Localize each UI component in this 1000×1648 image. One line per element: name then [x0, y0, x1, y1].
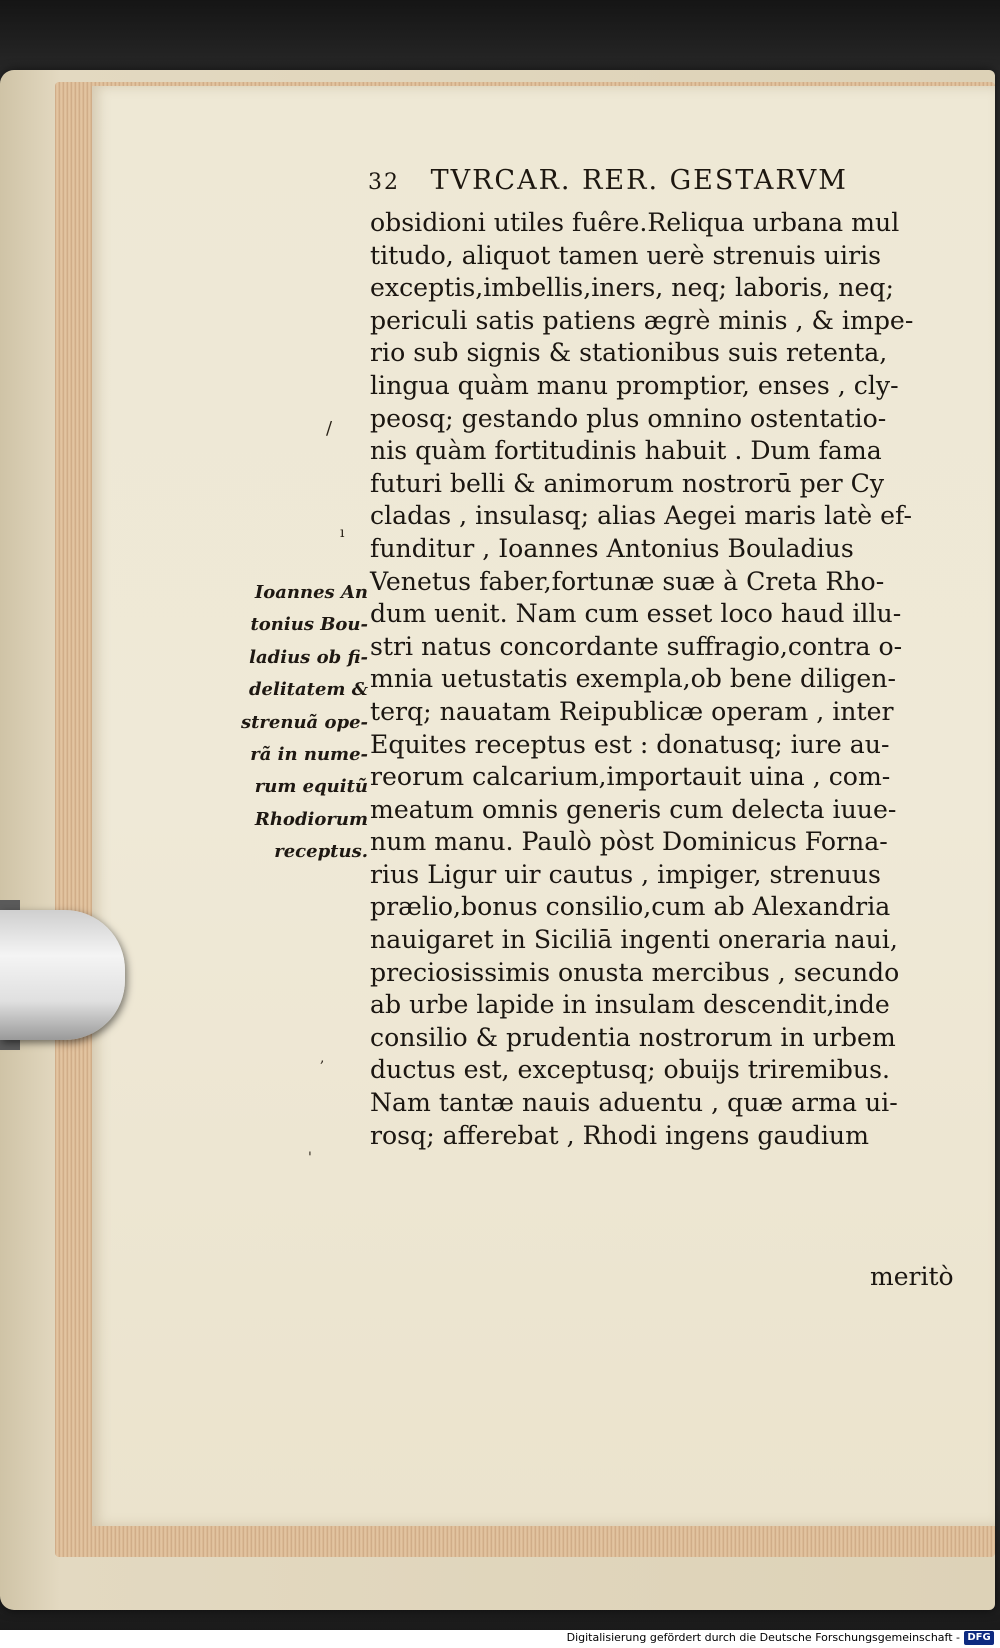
text-line: meatum omnis generis cum delecta iuue-	[370, 794, 897, 825]
text-line: Nam tantæ nauis aduentu , quæ arma ui-	[370, 1088, 898, 1119]
marginal-note-line: delitatem &	[248, 679, 368, 701]
text-line: nauigaret in Siciliā ingenti oneraria naui,	[370, 925, 898, 956]
page-number: 32	[368, 170, 400, 195]
ink-mark: ı	[340, 525, 345, 541]
text-line: futuri belli & animorum nostrorū per Cy	[370, 468, 885, 499]
text-line: periculi satis patiens ægrè minis , & impe-	[370, 305, 914, 336]
text-line: preciosissimis onusta mercibus , secundo	[370, 957, 900, 988]
marginal-note-line: rum equitũ	[254, 776, 368, 798]
text-line: nis quàm fortitudinis habuit . Dum fama	[370, 436, 882, 467]
marginal-note-line: strenuã ope-	[240, 711, 368, 733]
text-line: cladas , insulasq; alias Aegei maris latè ef-	[370, 501, 912, 532]
text-line: rius Ligur uir cautus , impiger, strenuus	[370, 859, 881, 890]
text-line: Venetus faber,fortunæ suæ à Creta Rho-	[370, 566, 885, 597]
text-line: reorum calcarium,importauit uina , com-	[370, 762, 891, 793]
text-line: dum uenit. Nam cum esset loco haud illu-	[370, 599, 902, 630]
text-line: Equites receptus est : donatusq; iure au-	[370, 729, 890, 760]
text-line: funditur , Ioannes Antonius Bouladius	[370, 533, 854, 564]
text-line: lingua quàm manu promptior, enses , cly-	[370, 370, 899, 401]
text-line: num manu. Paulò pòst Dominicus Forna-	[370, 827, 888, 858]
text-line: obsidioni utiles fuêre.Reliqua urbana mul	[370, 208, 900, 238]
running-head	[368, 165, 908, 205]
marginal-note	[228, 577, 368, 869]
marginal-note-line: ladius ob fi-	[249, 646, 368, 668]
marginal-note-line: rã in nume-	[250, 743, 368, 765]
dfg-credit: Digitalisierung gefördert durch die Deutsche Forschungsgemeinschaft -	[566, 1631, 960, 1644]
text-line: stri natus concordante suffragio,contra o-	[370, 631, 903, 662]
marginal-note-line: receptus.	[274, 841, 368, 863]
body-text	[370, 207, 978, 1152]
catchword: meritò	[870, 1262, 954, 1291]
dfg-logo: DFG	[964, 1631, 994, 1645]
running-head-title: TVRCAR. RER. GESTARVM	[430, 165, 848, 196]
ink-mark: ,	[320, 1050, 325, 1066]
text-line: terq; nauatam Reipublicæ operam , inter	[370, 696, 894, 727]
marginal-note-line: tonius Bou-	[250, 614, 368, 636]
marginal-note-line: Ioannes An	[254, 582, 368, 603]
text-line: peosq; gestando plus omnino ostentatio-	[370, 403, 887, 434]
marginal-note-line: Rhodiorum	[254, 808, 368, 830]
text-line: ductus est, exceptusq; obuijs triremibus.	[370, 1055, 891, 1086]
text-line: exceptis,imbellis,iners, neq; laboris, neq;	[370, 273, 894, 304]
text-line: rio sub signis & stationibus suis retenta,	[370, 338, 888, 369]
text-line: rosq; afferebat , Rhodi ingens gaudium	[370, 1120, 869, 1151]
ink-mark: '	[308, 1150, 312, 1166]
text-line: mnia uetustatis exempla,ob bene diligen-	[370, 664, 896, 695]
text-line: consilio & prudentia nostrorum in urbem	[370, 1022, 896, 1053]
text-line: prælio,bonus consilio,cum ab Alexandria	[370, 892, 891, 923]
page-clip	[0, 910, 125, 1040]
text-line: titudo, aliquot tamen uerè strenuis uiris	[370, 240, 882, 271]
text-line: ab urbe lapide in insulam descendit,inde	[370, 990, 890, 1021]
ink-mark: /	[326, 418, 333, 439]
